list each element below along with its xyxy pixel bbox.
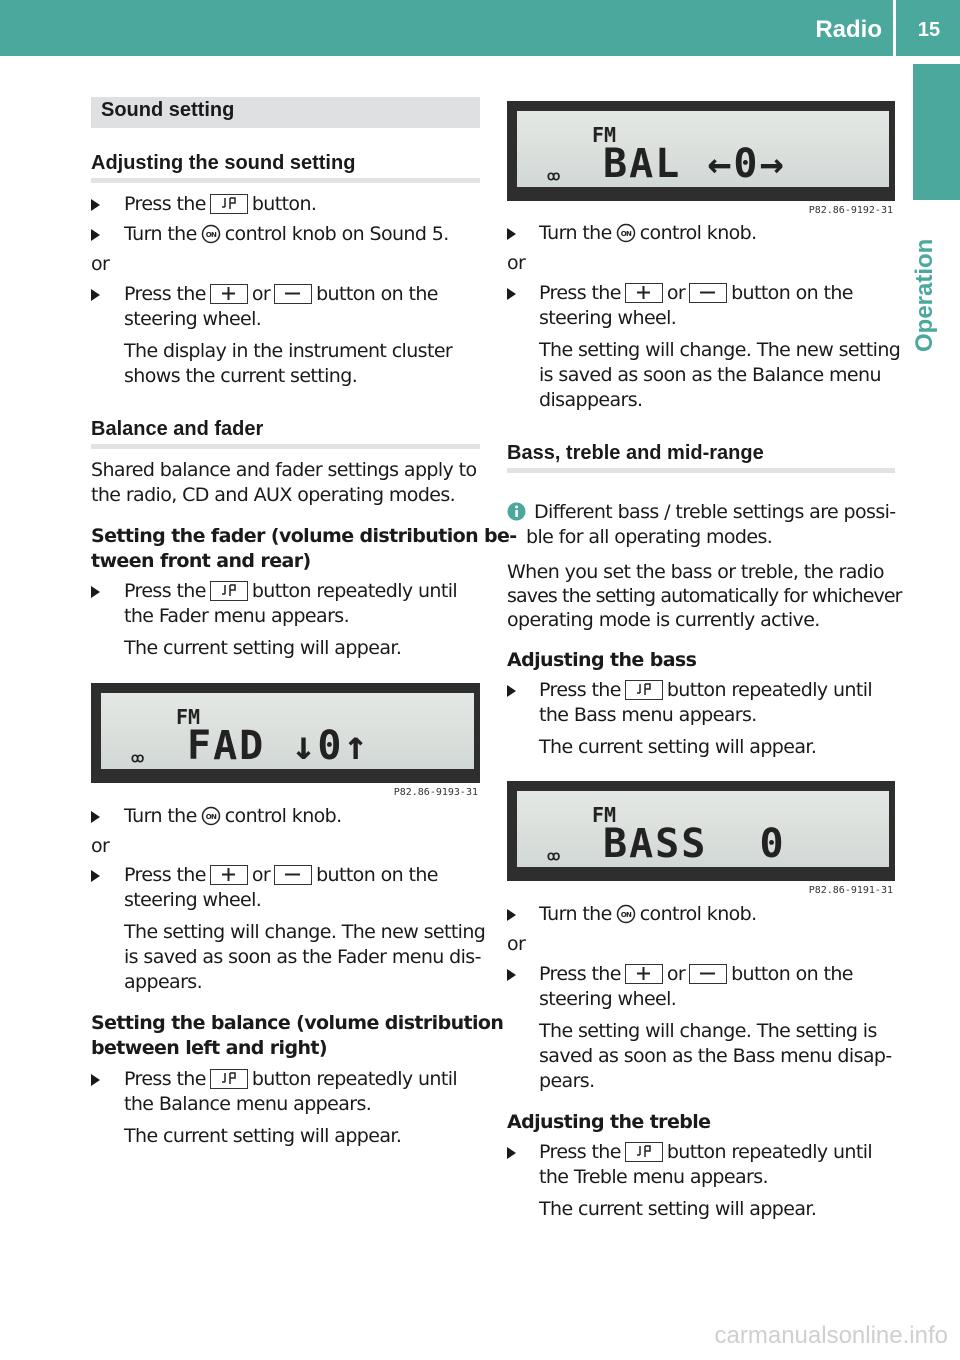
lcd-text: BASS 0 [603,821,786,867]
arrow-bullet-icon [507,1147,516,1159]
paragraph: operating mode is currently active. [507,609,820,631]
heading-balance-fader: Balance and fader [91,418,264,440]
subheading-balance: Setting the balance (volume distribution [91,1012,504,1034]
lcd-display-fader [91,683,480,783]
lcd-band: FM [176,705,201,729]
result-text: The current setting will appear. [124,637,402,659]
or-label: or [507,933,526,955]
result-text: shows the current setting. [124,365,358,387]
control-knob-icon [616,904,636,924]
speaker-icon: ꝏ [547,849,561,864]
arrow-bullet-icon [507,228,516,240]
chapter-title: Radio [815,16,882,43]
lcd-display-balance [507,101,895,201]
info-icon [507,502,526,521]
step-press-plus-minus: Press the or button on the [124,283,438,305]
result-text: disappears. [539,389,643,411]
minus-button-icon [274,865,312,885]
result-text: is saved as soon as the Fader menu dis- [124,946,481,968]
lcd-display-bass [507,781,895,881]
svg-text:ON: ON [205,231,217,239]
plus-button-icon [625,283,663,303]
arrow-bullet-icon [91,229,100,241]
control-knob-icon [201,224,221,244]
step-press-plus-minus: Press the or button on the [539,282,853,304]
arrow-bullet-icon [91,586,100,598]
minus-button-icon [689,283,727,303]
subheading-bass: Adjusting the bass [507,649,697,671]
step-press-button: Press the button. [124,193,317,215]
header-divider [893,0,896,56]
page-number: 15 [917,19,941,41]
arrow-bullet-icon [507,909,516,921]
lcd-band: FM [592,803,617,827]
plus-button-icon [625,964,663,984]
step-text: the Bass menu appears. [539,704,757,726]
paragraph: When you set the bass or treble, the radio [507,561,884,583]
result-text: The setting will change. The new setting [124,921,486,943]
page-header [0,0,960,56]
result-text: The current setting will appear. [539,736,817,758]
svg-text:ON: ON [205,813,217,821]
step-turn-knob: Turn the ON control knob. [124,805,342,827]
step-press-plus-minus: Press the or button on the [124,864,438,886]
image-caption: P82.86-9191-31 [808,885,893,896]
info-note: Different bass / treble settings are possi- [507,500,896,525]
subheading-fader: Setting the fader (volume distribution be- [91,525,517,547]
minus-button-icon [689,964,727,984]
step-text: steering wheel. [539,988,677,1010]
heading-bass-treble: Bass, treble and mid-range [507,442,764,464]
step-press-button: Press the button repeatedly until [124,580,458,602]
svg-text:ON: ON [620,230,632,238]
menu-button-icon [210,194,248,214]
svg-text:ON: ON [620,911,632,919]
plus-button-icon [210,865,248,885]
heading-adjusting-sound: Adjusting the sound setting [91,152,356,174]
info-note-text: ble for all operating modes. [526,526,773,548]
arrow-bullet-icon [91,199,100,211]
step-text: the Treble menu appears. [539,1166,768,1188]
arrow-bullet-icon [507,685,516,697]
result-text: pears. [539,1070,595,1092]
image-caption: P82.86-9192-31 [808,205,893,216]
or-label: or [507,252,526,274]
paragraph: the radio, CD and AUX operating modes. [91,484,456,506]
step-text: steering wheel. [124,308,262,330]
subheading-treble: Adjusting the treble [507,1111,711,1133]
step-turn-knob: Turn the ON control knob. [539,222,757,244]
step-text: the Fader menu appears. [124,605,350,627]
or-label: or [91,253,110,275]
step-text: the Balance menu appears. [124,1093,372,1115]
result-text: The current setting will appear. [124,1125,402,1147]
lcd-text: FAD ↓0↑ [187,723,370,769]
watermark: carmanualsonline.info [714,1322,948,1349]
result-text: The display in the instrument cluster [124,340,453,362]
menu-button-icon [210,581,248,601]
heading-rule [91,178,480,183]
step-press-button: Press the button repeatedly until [539,679,873,701]
heading-rule [91,444,480,449]
subheading-balance: between left and right) [91,1037,327,1059]
speaker-icon: ꝏ [131,751,145,766]
paragraph: Shared balance and fader settings apply to [91,459,477,481]
menu-button-icon [210,1069,248,1089]
result-text: saved as soon as the Bass menu disap- [539,1045,892,1067]
arrow-bullet-icon [507,969,516,981]
step-press-plus-minus: Press the or button on the [539,963,853,985]
side-tab [913,64,960,200]
lcd-text: BAL ←0→ [603,141,786,187]
lcd-band: FM [592,123,617,147]
speaker-icon: ꝏ [547,169,561,184]
heading-rule [507,468,895,473]
arrow-bullet-icon [91,1074,100,1086]
arrow-bullet-icon [507,288,516,300]
section-title-band [91,97,480,128]
control-knob-icon [201,806,221,826]
image-caption: P82.86-9193-31 [393,787,478,798]
paragraph: saves the setting automatically for whichever [507,585,902,607]
subheading-fader: tween front and rear) [91,550,311,572]
step-text: steering wheel. [539,307,677,329]
menu-button-icon [625,1142,663,1162]
step-press-button: Press the button repeatedly until [124,1068,458,1090]
arrow-bullet-icon [91,811,100,823]
result-text: The setting will change. The new setting [539,339,901,361]
step-turn-knob: Turn the ON control knob on Sound 5. [124,223,449,245]
minus-button-icon [274,284,312,304]
control-knob-icon [616,223,636,243]
side-label: Operation [911,238,938,352]
or-label: or [91,835,110,857]
step-text: steering wheel. [124,889,262,911]
menu-button-icon [625,680,663,700]
result-text: The current setting will appear. [539,1198,817,1220]
plus-button-icon [210,284,248,304]
step-press-button: Press the button repeatedly until [539,1141,873,1163]
arrow-bullet-icon [91,289,100,301]
step-turn-knob: Turn the ON control knob. [539,903,757,925]
result-text: is saved as soon as the Balance menu [539,364,881,386]
section-title: Sound setting [101,99,235,121]
result-text: The setting will change. The setting is [539,1020,877,1042]
result-text: appears. [124,971,203,993]
arrow-bullet-icon [91,870,100,882]
